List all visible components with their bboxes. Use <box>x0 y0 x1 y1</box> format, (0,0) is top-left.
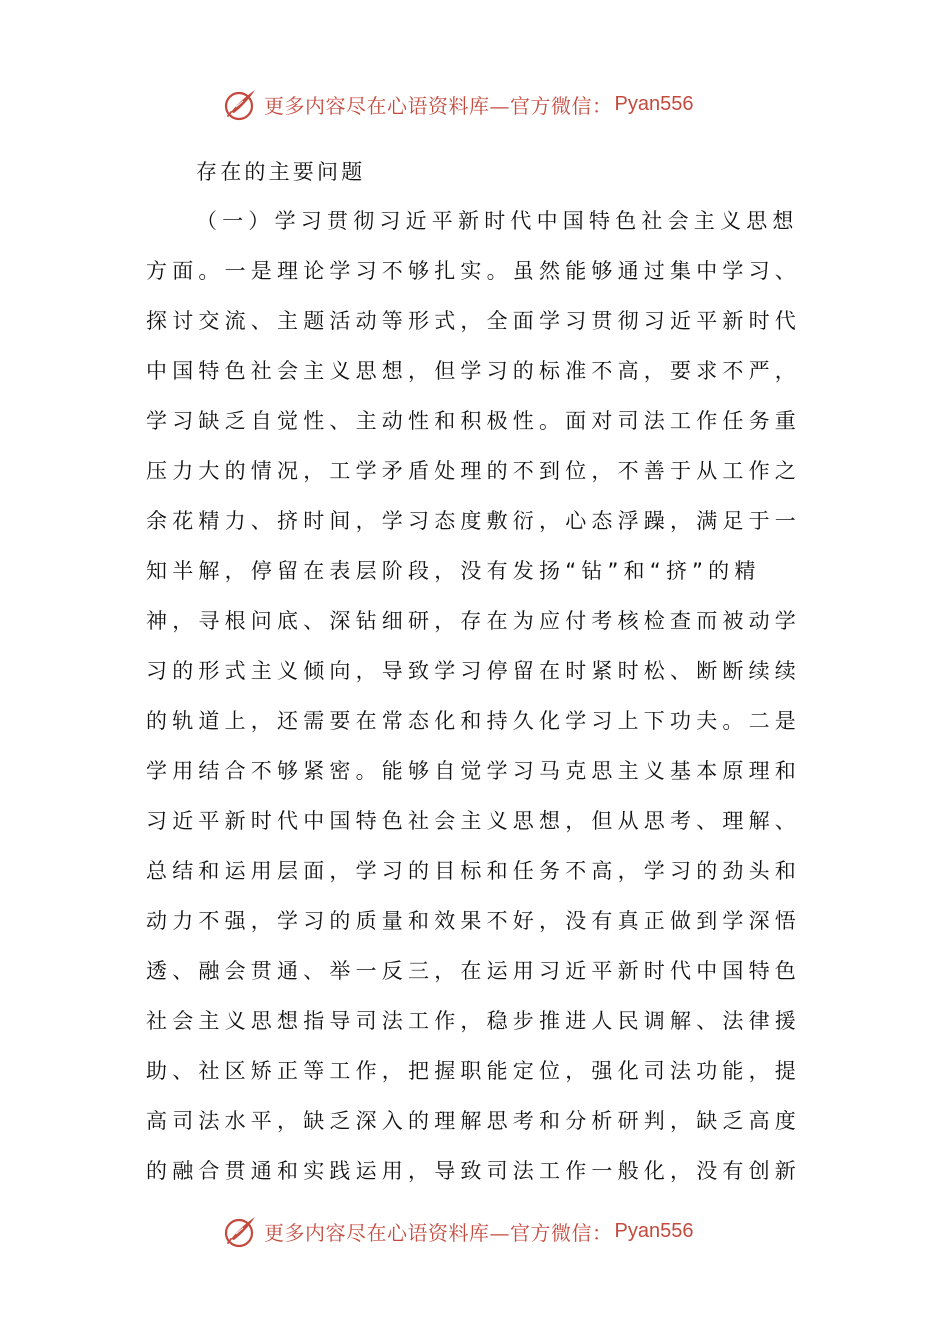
text-line: 神，寻根问底、深钻细研，存在为应付考核检查而被动学 <box>146 609 801 633</box>
quill-pen-logo-icon <box>222 85 260 123</box>
text-line: 动力不强，学习的质量和效果不好，没有真正做到学深悟 <box>146 909 801 933</box>
text-line: 探讨交流、主题活动等形式，全面学习贯彻习近平新时代 <box>146 309 801 333</box>
text-line: 习近平新时代中国特色社会主义思想，但从思考、理解、 <box>146 809 801 833</box>
text-line: 习的形式主义倾向，导致学习停留在时紧时松、断断续续 <box>146 659 801 683</box>
text-line: 学习缺乏自觉性、主动性和积极性。面对司法工作任务重 <box>146 409 801 433</box>
text-line: 中国特色社会主义思想，但学习的标准不高，要求不严， <box>146 359 801 383</box>
quill-pen-logo-icon <box>222 1212 260 1250</box>
text-line: 总结和运用层面，学习的目标和任务不高，学习的劲头和 <box>146 859 801 883</box>
text-line: 助、社区矫正等工作，把握职能定位，强化司法功能，提 <box>146 1059 801 1083</box>
watermark-text: 更多内容尽在心语资料库—官方微信： <box>264 1220 613 1245</box>
section-heading: 存在的主要问题 <box>196 160 366 184</box>
text-line: 余花精力、挤时间，学习态度敷衍，心态浮躁，满足于一 <box>146 509 801 533</box>
body-text <box>146 201 816 1201</box>
text-line: 透、融会贯通、举一反三，在运用习近平新时代中国特色 <box>146 959 801 983</box>
watermark-text: 更多内容尽在心语资料库—官方微信： <box>264 93 613 118</box>
text-line: （一）学习贯彻习近平新时代中国特色社会主义思想 <box>196 209 799 233</box>
text-line: 社会主义思想指导司法工作，稳步推进人民调解、法律援 <box>146 1009 801 1033</box>
text-line: 压力大的情况，工学矛盾处理的不到位，不善于从工作之 <box>146 459 801 483</box>
text-line: 方面。一是理论学习不够扎实。虽然能够通过集中学习、 <box>146 259 801 283</box>
text-line: 知半解，停留在表层阶段，没有发扬“钻”和“挤”的精 <box>146 559 761 583</box>
header-watermark <box>222 84 693 124</box>
watermark-wechat-id: Pyan556 <box>614 92 694 115</box>
text-line: 学用结合不够紧密。能够自觉学习马克思主义基本原理和 <box>146 759 801 783</box>
watermark-wechat-id: Pyan556 <box>614 1219 694 1242</box>
text-line: 的轨道上，还需要在常态化和持久化学习上下功夫。二是 <box>146 709 801 733</box>
text-line: 高司法水平，缺乏深入的理解思考和分析研判，缺乏高度 <box>146 1109 801 1133</box>
footer-watermark <box>222 1211 693 1251</box>
text-line: 的融合贯通和实践运用，导致司法工作一般化，没有创新 <box>146 1159 801 1183</box>
